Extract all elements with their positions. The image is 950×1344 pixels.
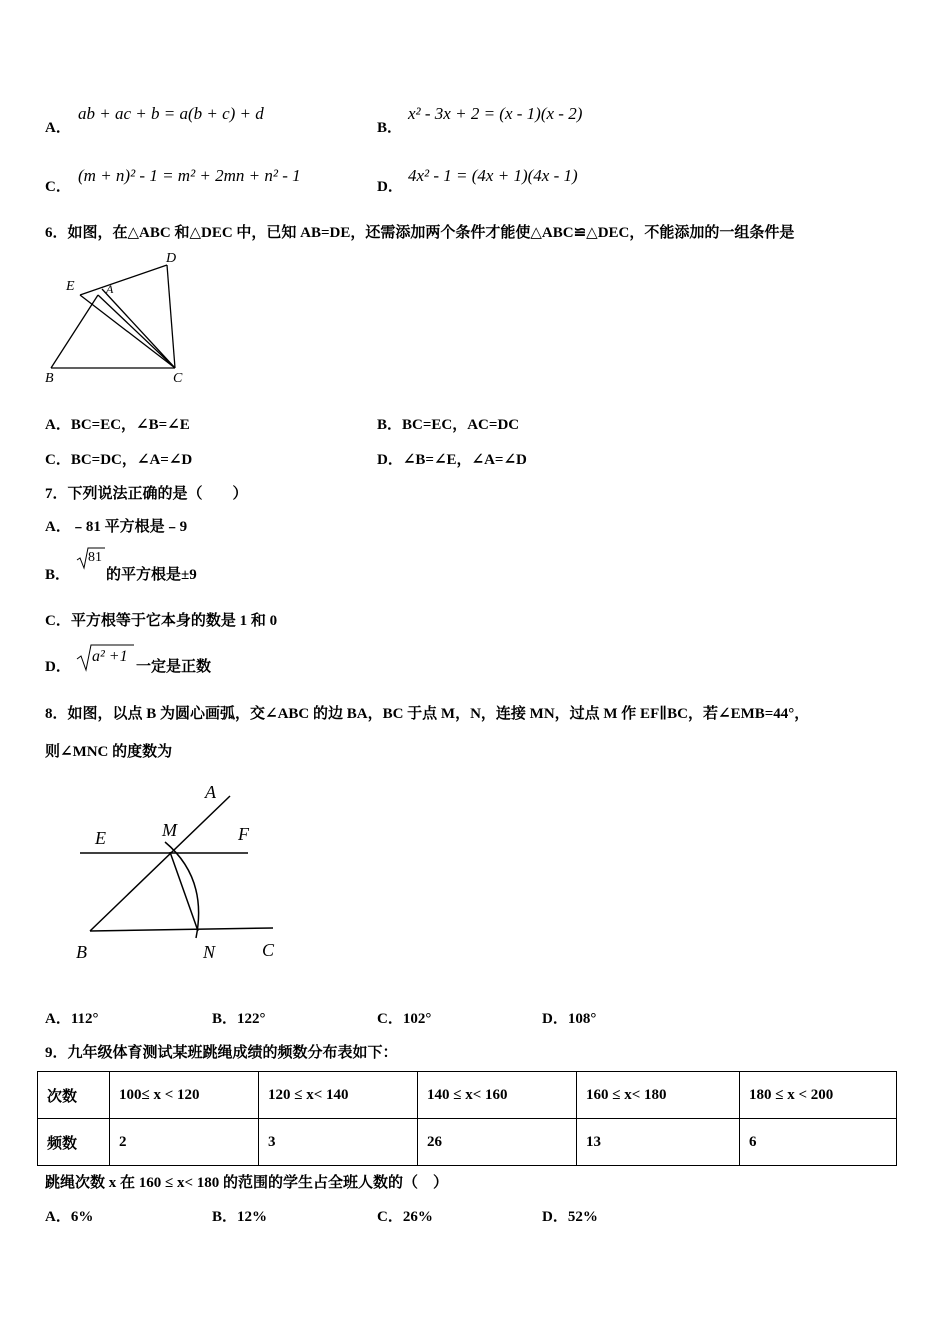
q9-option-d: D．52%: [542, 1209, 598, 1225]
q7-stem: 7．下列说法正确的是（ ）: [45, 486, 248, 502]
q5-option-c-label: C．: [45, 179, 71, 195]
frequency-table-header-row: [38, 1072, 897, 1119]
q9-option-c: C．26%: [377, 1209, 433, 1225]
q6-option-b: B．BC=EC，AC=DC: [377, 417, 520, 433]
q7-option-b-label: B．: [45, 567, 71, 583]
q6-triangle-figure: [40, 245, 200, 390]
table-cell: 2: [110, 1119, 259, 1166]
q8-label-a: A: [205, 782, 216, 802]
q9-stem: 9．九年级体育测试某班跳绳成绩的频数分布表如下：: [45, 1045, 398, 1061]
frequency-table: [37, 1071, 897, 1166]
q8-stem-line-2: 则∠MNC 的度数为: [45, 744, 173, 760]
q8-label-c: C: [262, 940, 275, 960]
q8-option-d: D．108°: [542, 1011, 597, 1027]
q6-option-a: A．BC=EC，∠B=∠E: [45, 417, 190, 433]
q8-label-e: E: [95, 828, 106, 848]
q8-label-b: B: [76, 942, 87, 962]
table-cell: 6: [740, 1119, 897, 1166]
q7-option-d-label: D．: [45, 659, 71, 675]
q5-option-a-expression: ab + ac + b = a(b + c) + d: [78, 104, 264, 123]
q7-option-b-text: 的平方根是±9: [106, 567, 197, 583]
table-cell-header: 180 ≤ x < 200: [740, 1072, 897, 1119]
q7-option-a: A．﹣81 平方根是﹣9: [45, 519, 188, 535]
q9-question: 跳绳次数 x 在 160 ≤ x< 180 的范围的学生占全班人数的（ ）: [45, 1175, 449, 1191]
q8-label-f: F: [238, 824, 249, 844]
q5-option-d-expression: 4x² - 1 = (4x + 1)(4x - 1): [408, 166, 578, 185]
q7-option-c: C．平方根等于它本身的数是 1 和 0: [45, 613, 278, 629]
q6-option-c: C．BC=DC，∠A=∠D: [45, 452, 193, 468]
table-cell: 26: [418, 1119, 577, 1166]
q8-label-n: N: [203, 942, 216, 962]
q6-stem: 6．如图，在△ABC 和△DEC 中，已知 AB=DE，还需添加两个条件才能使△ABC≌△DEC，不能添加的一组条件是: [45, 225, 795, 241]
q9-option-a: A．6%: [45, 1209, 94, 1225]
q7-option-d-text: 一定是正数: [136, 659, 212, 675]
q7-option-b-radicand: 81: [88, 550, 102, 565]
q6-option-d: D．∠B=∠E，∠A=∠D: [377, 452, 527, 468]
table-cell-header: 100≤ x < 120: [110, 1072, 259, 1119]
q8-option-a: A．112°: [45, 1011, 99, 1027]
q5-option-c-expression: (m + n)² - 1 = m² + 2mn + n² - 1: [78, 166, 301, 185]
q8-option-b: B．122°: [212, 1011, 266, 1027]
q8-label-m: M: [162, 820, 177, 840]
table-cell: 频数: [38, 1119, 110, 1166]
q6-label-e: E: [66, 279, 75, 294]
q6-label-a: A: [106, 282, 114, 296]
q5-option-d-label: D．: [377, 179, 403, 195]
table-cell: 3: [259, 1119, 418, 1166]
q5-option-a-label: A．: [45, 120, 71, 136]
table-cell-header: 次数: [38, 1072, 110, 1119]
q6-label-b: B: [45, 371, 54, 386]
q6-label-c: C: [173, 371, 183, 386]
q9-option-b: B．12%: [212, 1209, 268, 1225]
q5-option-b-expression: x² - 3x + 2 = (x - 1)(x - 2): [408, 104, 583, 123]
q8-stem-line-1: 8．如图，以点 B 为圆心画弧，交∠ABC 的边 BA，BC 于点 M，N，连接 MN，过点 M 作 EF∥BC，若∠EMB=44°，: [45, 706, 810, 722]
table-cell: 13: [577, 1119, 740, 1166]
q6-label-d: D: [166, 251, 177, 266]
frequency-table-count-row: [38, 1119, 897, 1166]
q5-option-b-label: B．: [377, 120, 403, 136]
q7-option-d-radicand: a² +1: [92, 648, 128, 665]
q8-angle-figure: [70, 778, 290, 968]
q8-option-c: C．102°: [377, 1011, 432, 1027]
table-cell-header: 120 ≤ x< 140: [259, 1072, 418, 1119]
table-cell-header: 160 ≤ x< 180: [577, 1072, 740, 1119]
table-cell-header: 140 ≤ x< 160: [418, 1072, 577, 1119]
